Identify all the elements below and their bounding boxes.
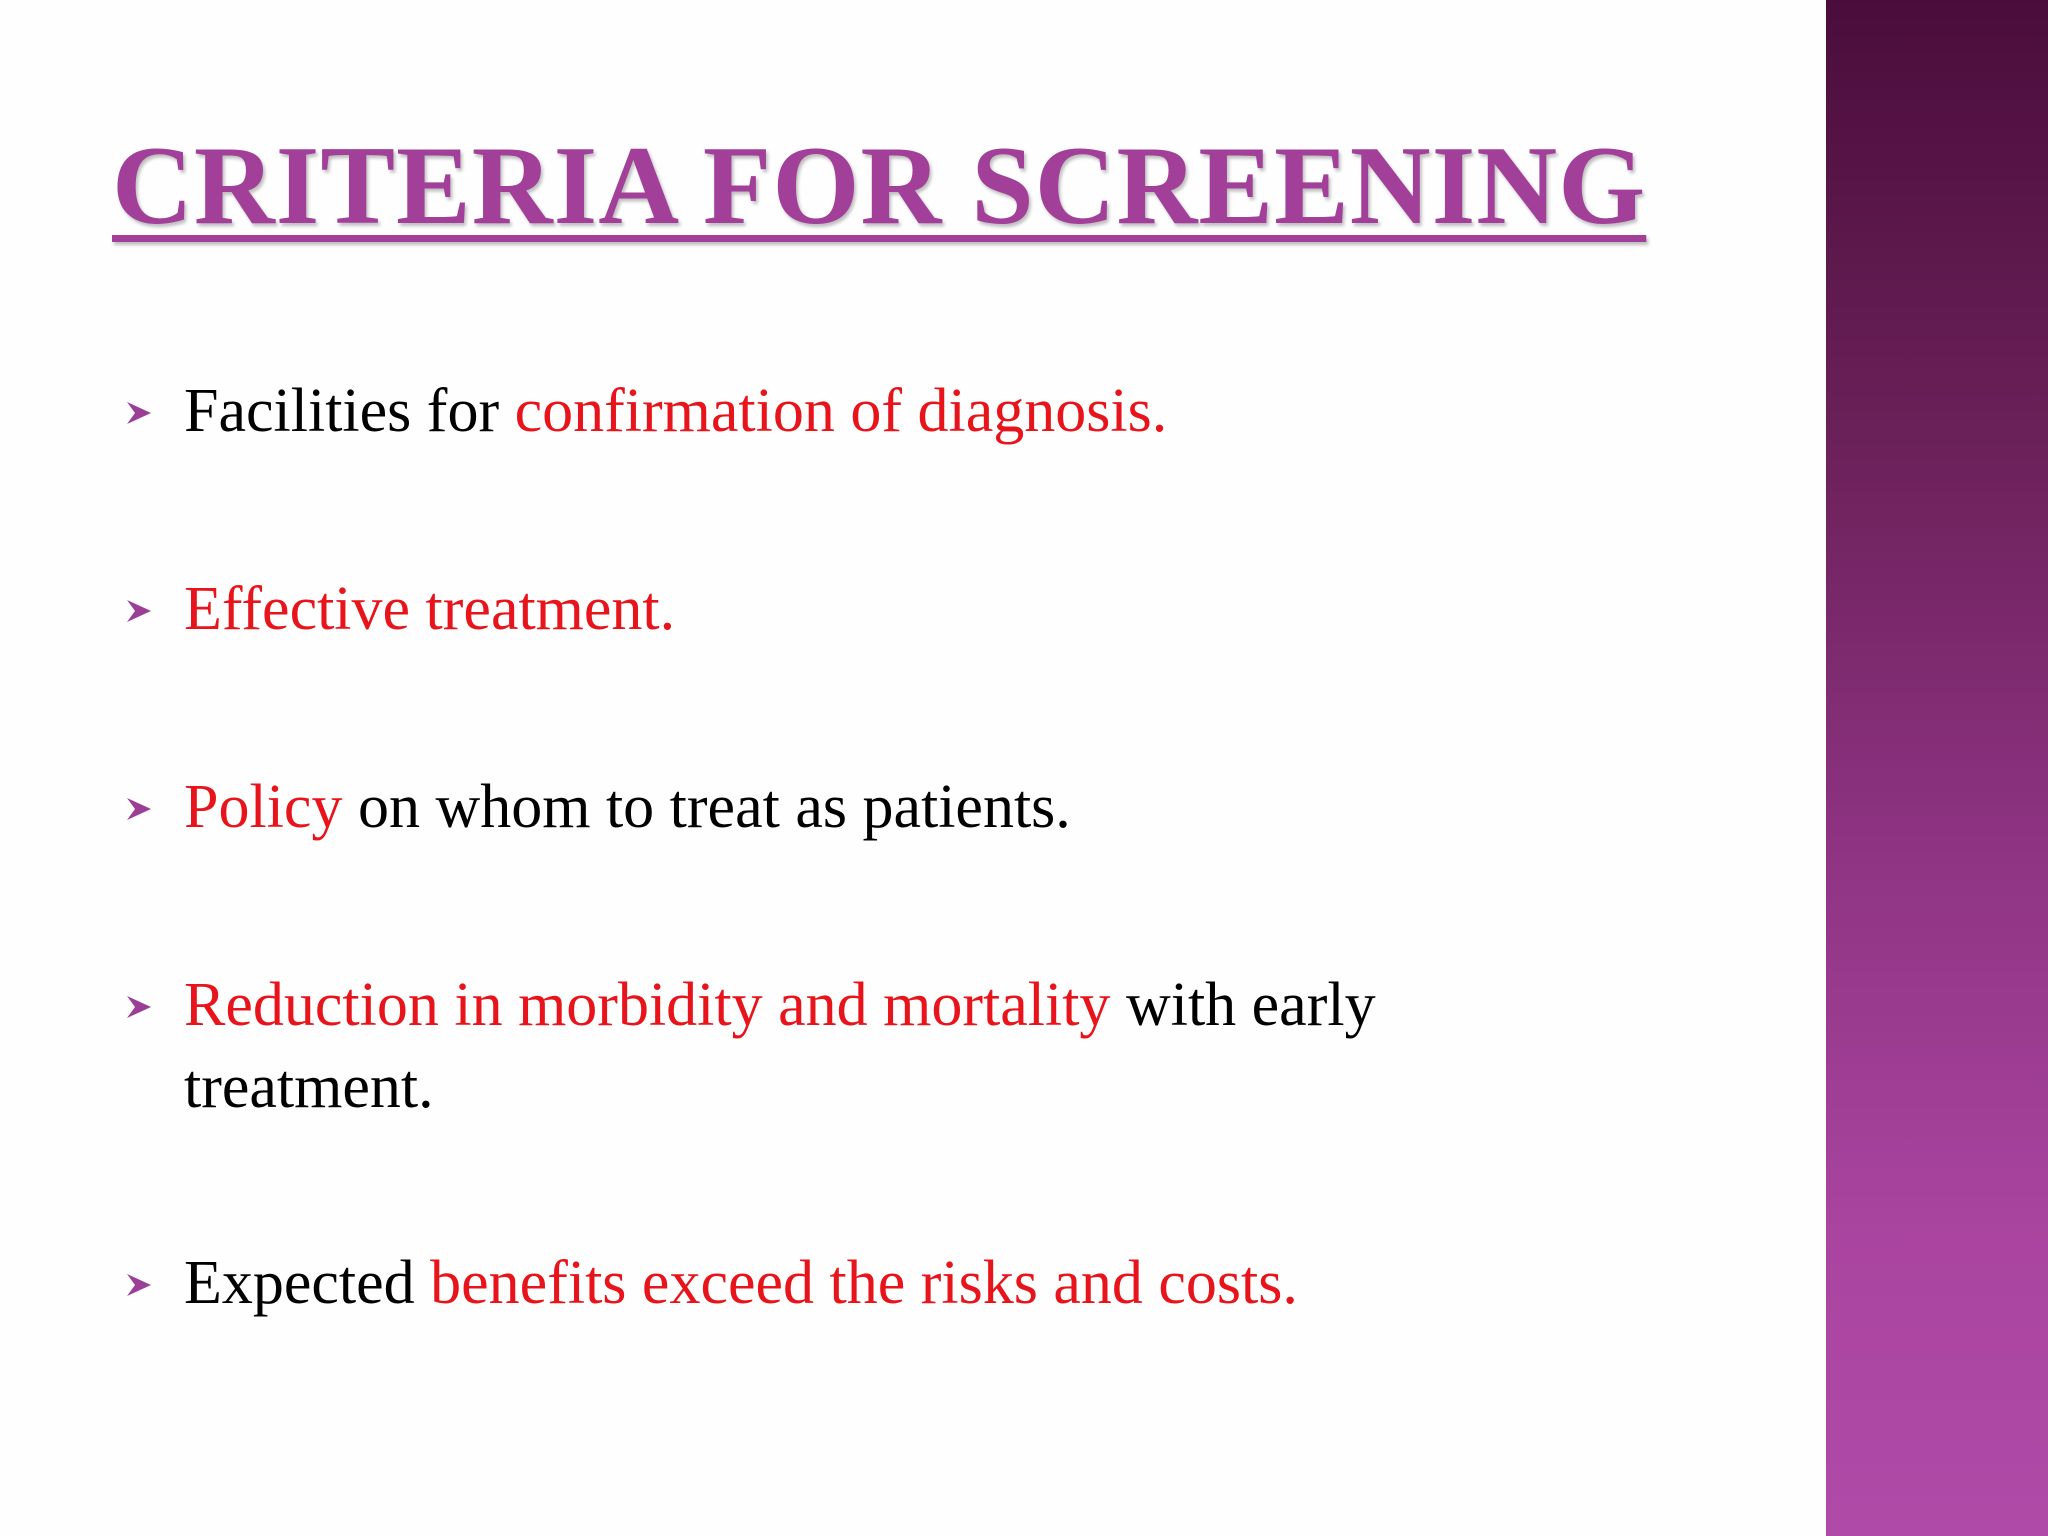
- arrowhead-bullet-icon: [124, 1270, 154, 1300]
- arrowhead-bullet-icon: [124, 794, 154, 824]
- arrowhead-bullet-icon: [124, 398, 154, 428]
- bullet-text: [184, 766, 1594, 848]
- bullet-item: [124, 964, 1564, 1128]
- slide-title: CRITERIA FOR SCREENING: [112, 124, 1647, 248]
- bullet-item: [124, 370, 1594, 452]
- bullet-text: [184, 1242, 1594, 1324]
- bullet-segment-emphasis: confirmation of diagnosis.: [514, 377, 1168, 445]
- arrowhead-bullet-icon: [124, 596, 154, 626]
- bullet-segment-emphasis: Reduction in morbidity and mortality: [184, 971, 1111, 1039]
- arrowhead-bullet-icon: [124, 992, 154, 1022]
- bullet-segment-emphasis: Effective treatment.: [184, 575, 676, 643]
- bullet-text: [184, 370, 1594, 452]
- bullet-item: [124, 766, 1594, 848]
- bullet-item: [124, 568, 1594, 650]
- bullet-segment: Facilities for: [184, 377, 515, 445]
- bullet-text: [184, 964, 1564, 1128]
- bullet-segment: Expected: [184, 1249, 431, 1317]
- side-gradient-band: [1826, 0, 2048, 1536]
- bullet-segment: on whom to treat as patients.: [342, 773, 1071, 841]
- bullet-item: [124, 1242, 1594, 1324]
- bullet-segment: with early treatment.: [184, 971, 1376, 1121]
- bullet-segment-emphasis: benefits exceed the risks and costs.: [430, 1249, 1298, 1317]
- bullet-text: [184, 568, 1594, 650]
- bullet-segment-emphasis: Policy: [184, 773, 343, 841]
